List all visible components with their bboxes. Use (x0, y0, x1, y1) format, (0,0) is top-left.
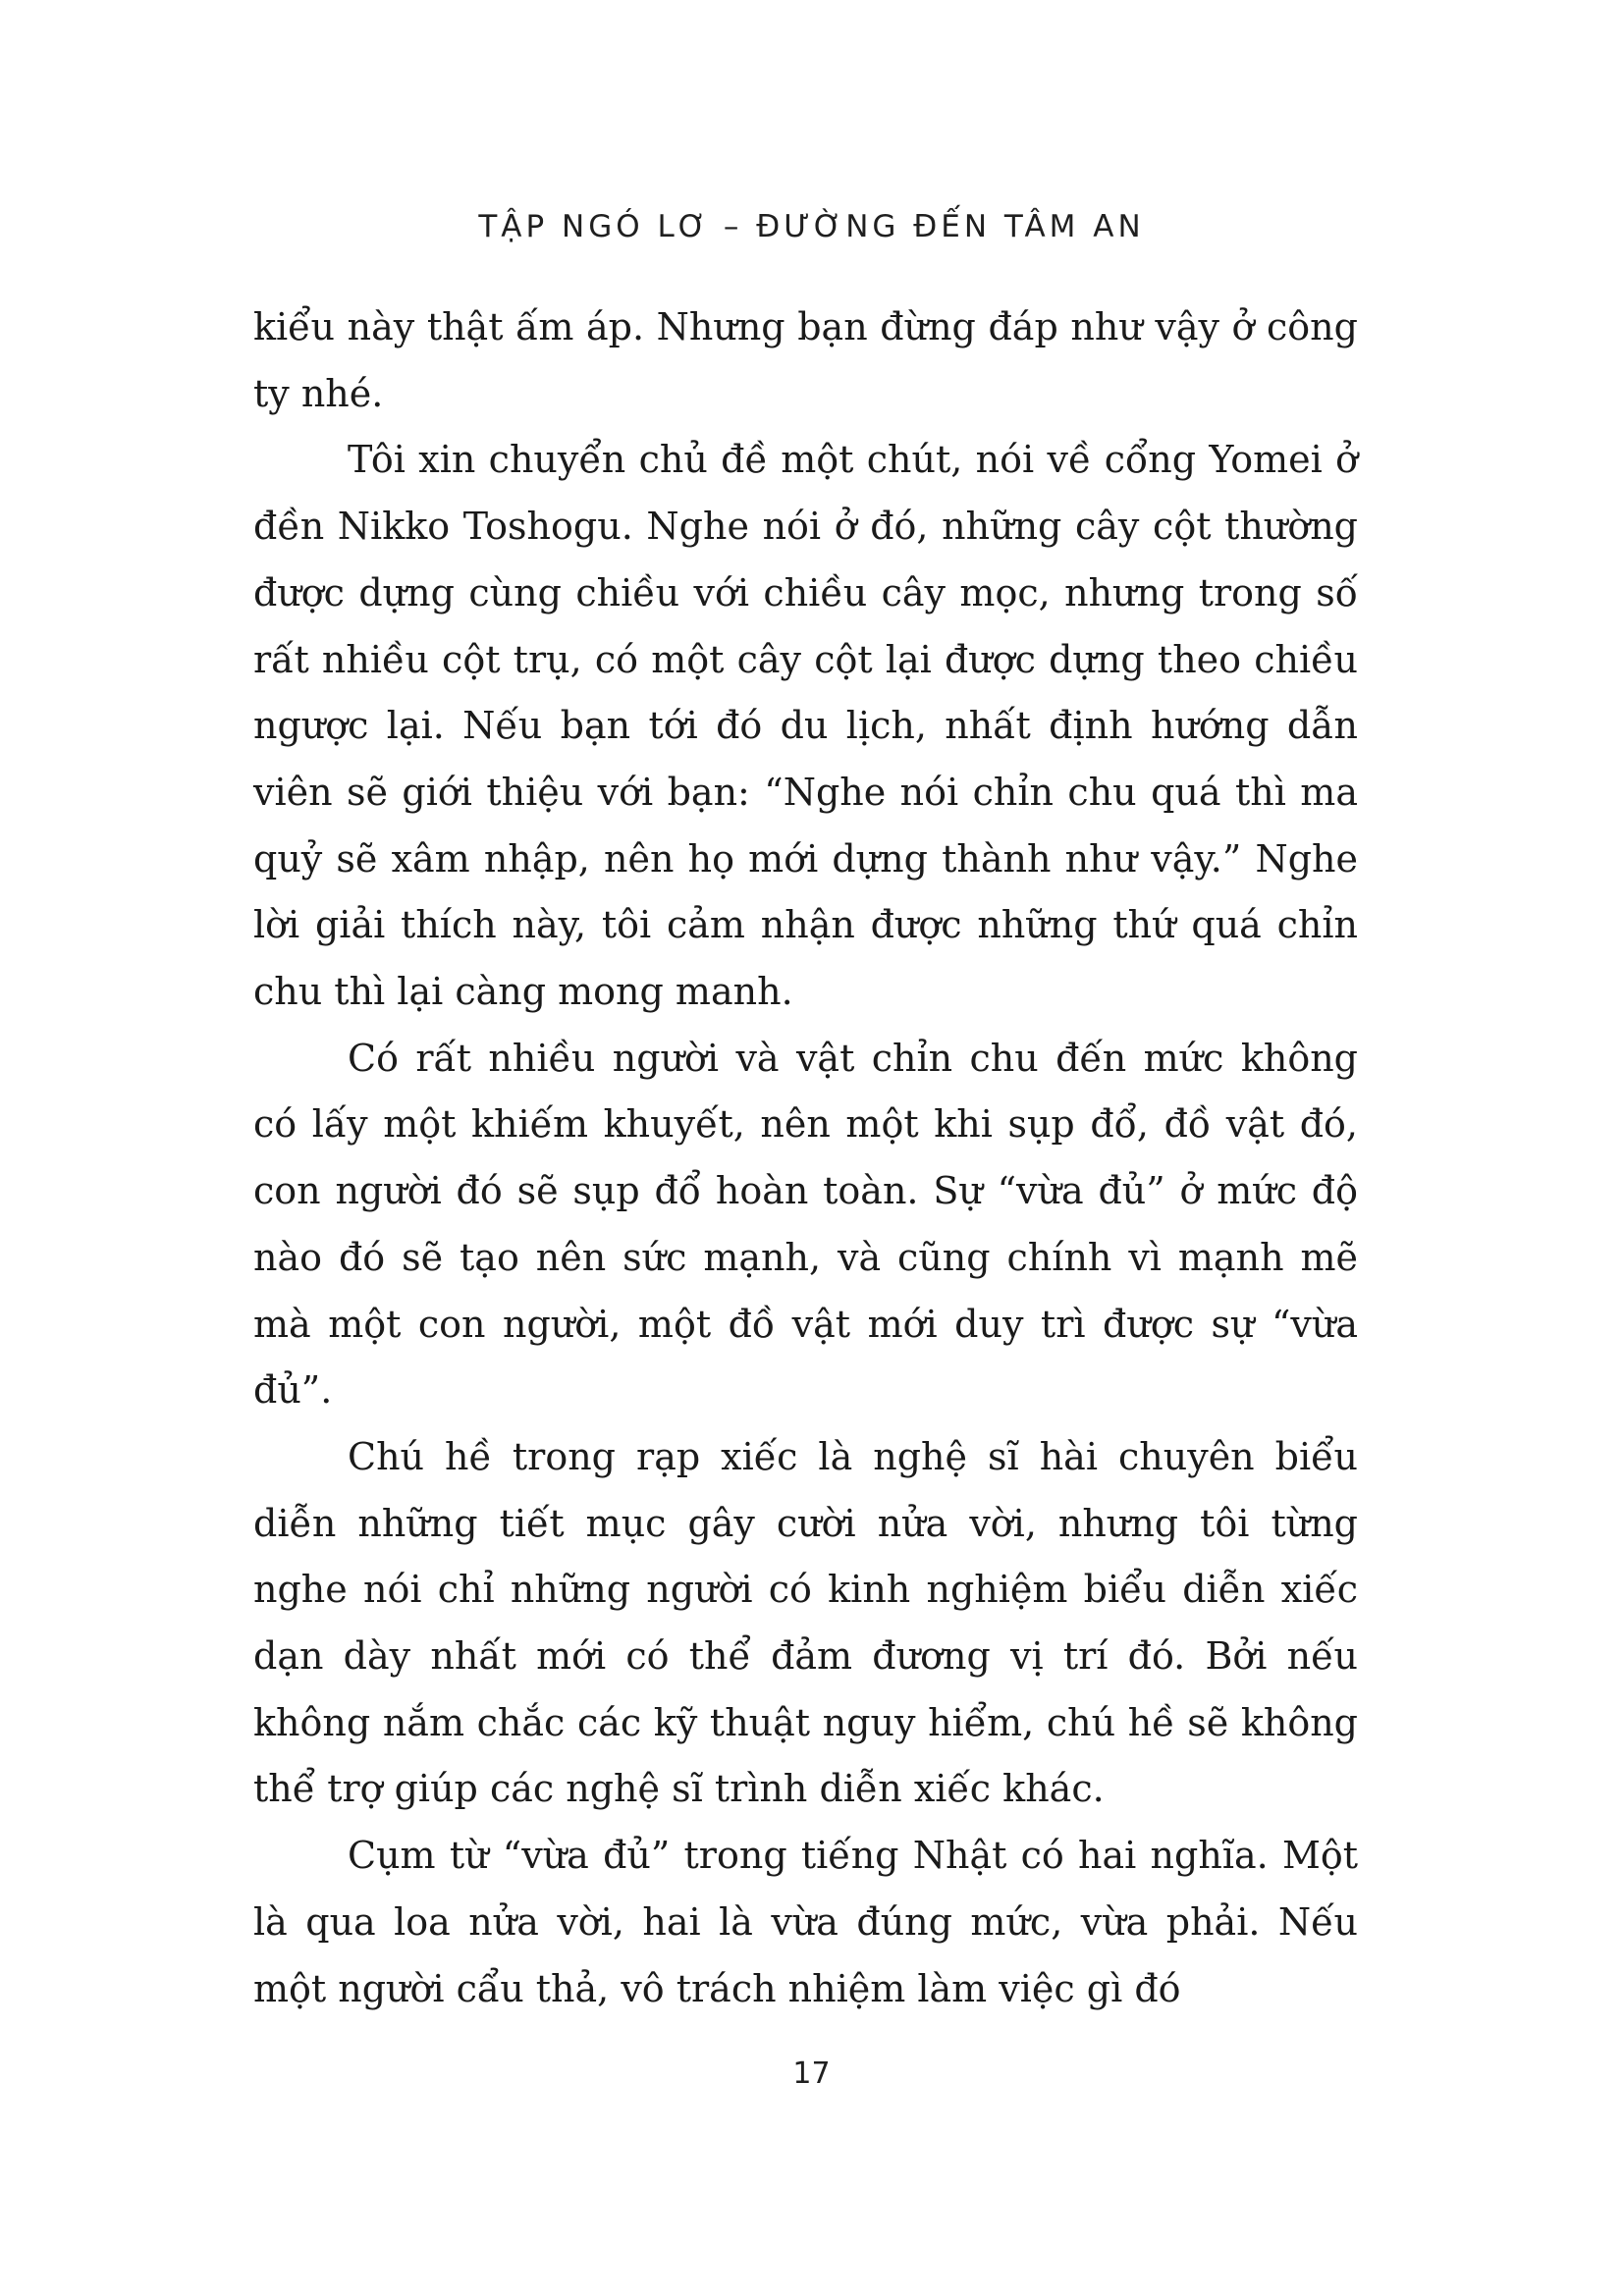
paragraph-two-meanings: Cụm từ “vừa đủ” trong tiếng Nhật có hai nghĩa. Một là qua loa nửa vời, hai là vừa đúng mức, vừa phải. Nếu một người cẩu thả, vô trách nhiệm làm việc gì đó (253, 1834, 1358, 2010)
paragraph-yomei-gate: Tôi xin chuyển chủ đề một chút, nói về cổng Yomei ở đền Nikko Toshogu. Nghe nói ở đó, những cây cột thường được dựng cùng chiều với chiều cây mọc, nhưng trong số rất nhiều cột trụ, có một cây cột lại được dựng theo chiều ngược lại. Nếu bạn tới đó du lịch, nhất định hướng dẫn viên sẽ giới thiệu với bạn: “Nghe nói chỉn chu quá thì ma quỷ sẽ xâm nhập, nên họ mới dựng thành như vậy.” Nghe lời giải thích này, tôi cảm nhận được những thứ quá chỉn chu thì lại càng mong manh. (253, 438, 1358, 1014)
paragraph-circus-clown: Chú hề trong rạp xiếc là nghệ sĩ hài chuyên biểu diễn những tiết mục gây cười nửa vời, nhưng tôi từng nghe nói chỉ những người có kinh nghiệm biểu diễn xiếc dạn dày nhất mới có thể đảm đương vị trí đó. Bởi nếu không nắm chắc các kỹ thuật nguy hiểm, chú hề sẽ không thể trợ giúp các nghệ sĩ trình diễn xiếc khác. (253, 1434, 1358, 1811)
running-header-title: TẬP NGÓ LƠ – ĐƯỜNG ĐẾN TÂM AN (478, 209, 1145, 244)
paragraph-just-enough: Có rất nhiều người và vật chỉn chu đến mức không có lấy một khiếm khuyết, nên một khi sụp đổ, đồ vật đó, con người đó sẽ sụp đổ hoàn toàn. Sự “vừa đủ” ở mức độ nào đó sẽ tạo nên sức mạnh, và cũng chính vì mạnh mẽ mà một con người, một đồ vật mới duy trì được sự “vừa đủ”. (253, 1036, 1358, 1413)
paragraph-continuation: kiểu này thật ấm áp. Nhưng bạn đừng đáp như vậy ở công ty nhé. (253, 305, 1358, 415)
page-body (253, 294, 1358, 2022)
page-number: 17 (792, 2056, 831, 2091)
